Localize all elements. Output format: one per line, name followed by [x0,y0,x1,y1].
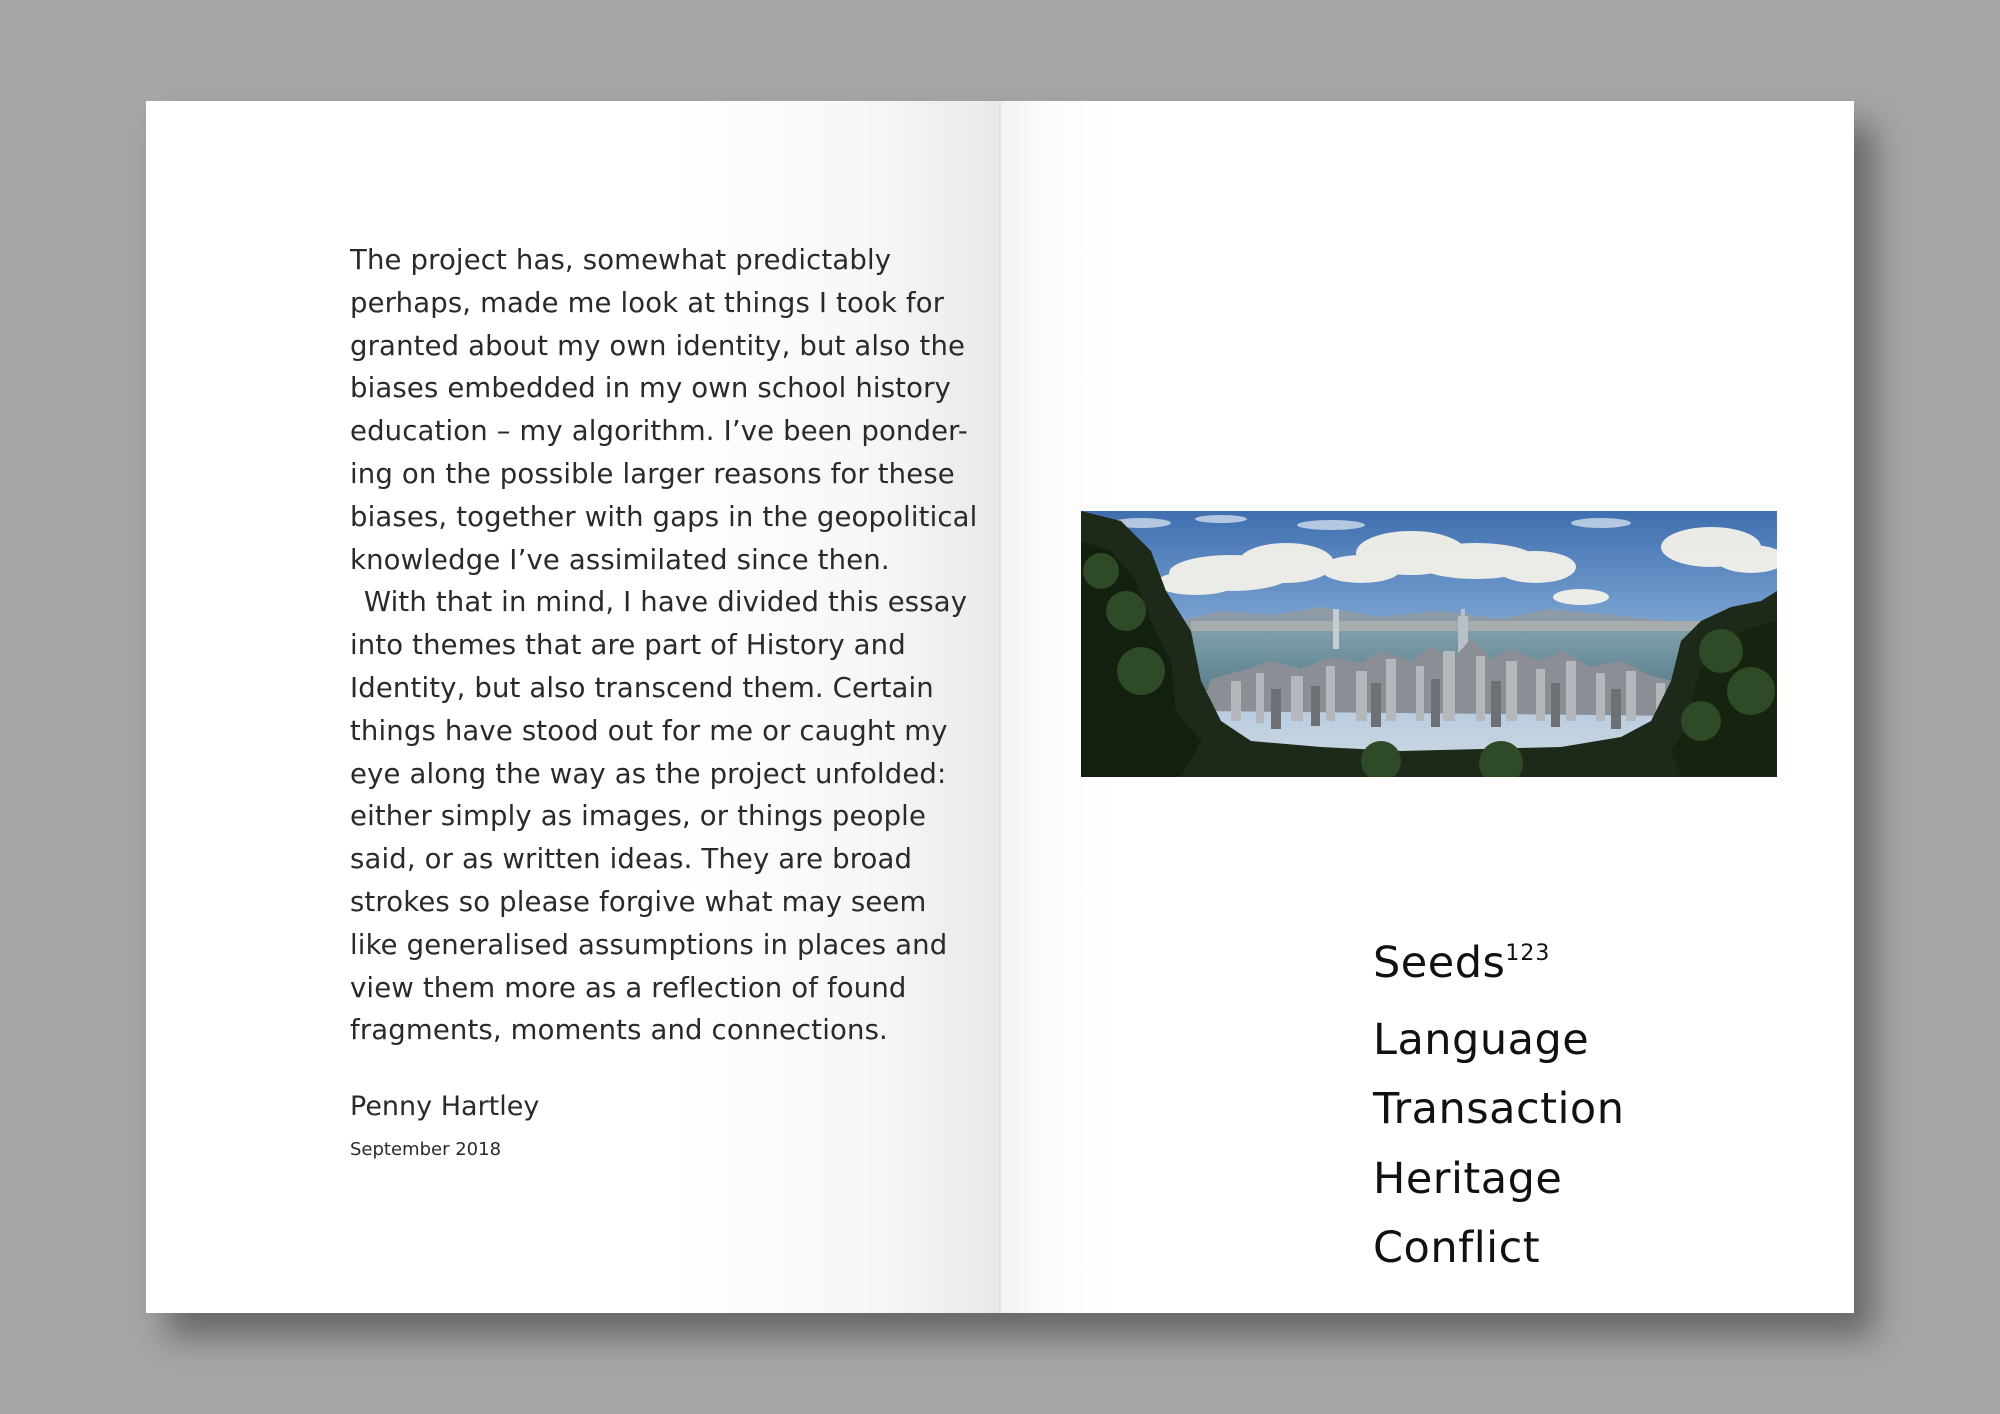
essay-line: like generalised assumptions in places and [350,928,948,961]
essay-line: granted about my own identity, but also the [350,329,966,362]
essay-line: either simply as images, or things people [350,800,927,833]
city-skyline-photo [1081,511,1777,777]
essay-line: things have stood out for me or caught my [350,714,948,747]
city-skyline-panorama-photo-icon [1081,511,1777,777]
essay-line: With that in mind, I have divided this essay [350,586,968,619]
essay-line: fragments, moments and connections. [350,1014,888,1047]
left-page [146,101,1001,1313]
theme-item-seeds [1373,929,1625,1006]
essay-line: into themes that are part of History and [350,629,906,662]
theme-list [1373,929,1625,1284]
essay-line: eye along the way as the project unfolded: [350,757,947,790]
essay-line: Identity, but also transcend them. Certain [350,671,934,704]
essay-line: view them more as a reflection of found [350,971,907,1004]
theme-title: Conflict [1373,1223,1541,1273]
essay-line: education – my algorithm. I’ve been ponder- [350,415,968,448]
essay-line: perhaps, made me look at things I took for [350,286,945,319]
theme-item-heritage [1373,1145,1625,1215]
essay-line: biases, together with gaps in the geopolitical [350,500,978,533]
essay-line: strokes so please forgive what may seem [350,885,927,918]
essay-line: ing on the possible larger reasons for these [350,457,955,490]
essay-line: The project has, somewhat predictably [350,244,892,276]
theme-item-transaction [1373,1075,1625,1145]
theme-title: Heritage [1373,1153,1563,1204]
theme-superscript: 123 [1505,941,1551,966]
author-name: Penny Hartley [350,1091,540,1122]
book-spread [146,101,1854,1313]
essay-line: said, or as written ideas. They are broad [350,843,913,876]
essay-line: knowledge I’ve assimilated since then. [350,543,890,576]
theme-item-language [1373,1006,1625,1076]
right-page [1001,101,1854,1313]
theme-item-conflict [1373,1214,1625,1284]
essay-paragraph [350,239,978,1052]
theme-title: Seeds [1373,938,1506,988]
theme-title: Transaction [1373,1084,1625,1134]
essay-line: biases embedded in my own school history [350,372,951,405]
publication-date: September 2018 [350,1139,502,1160]
theme-title: Language [1373,1014,1590,1065]
